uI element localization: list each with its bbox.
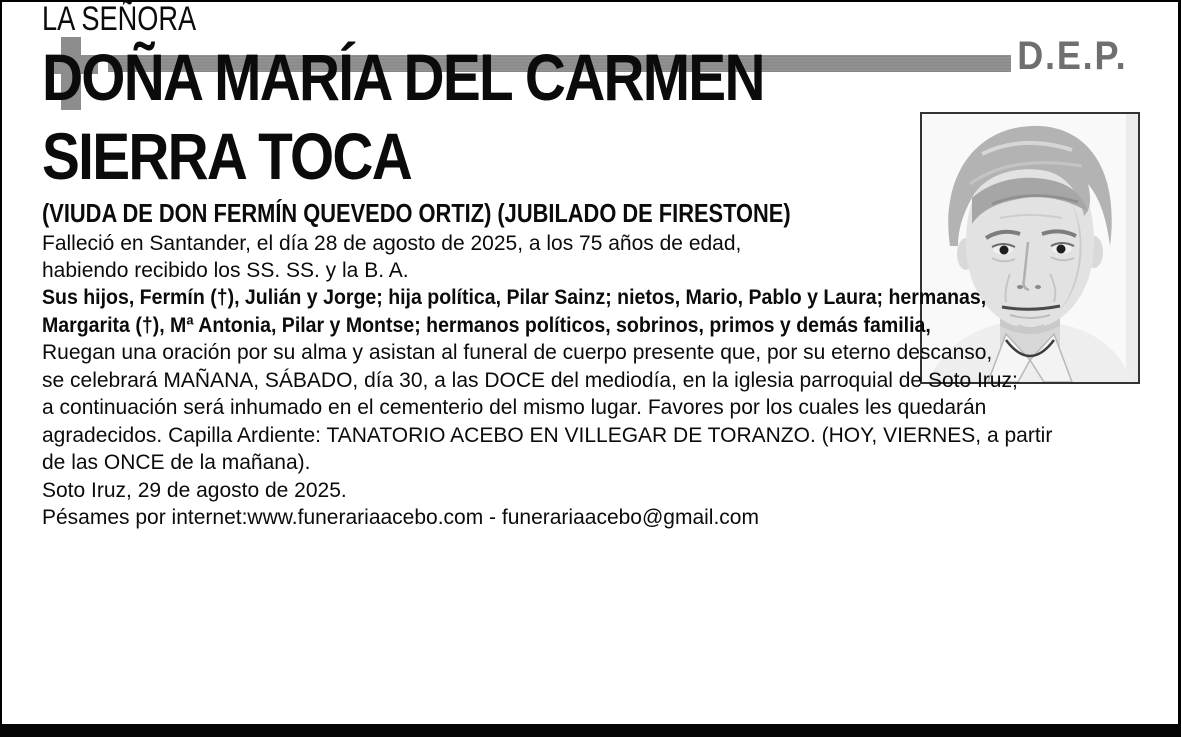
- funeral-line2: se celebrará MAÑANA, SÁBADO, día 30, a las DOCE del mediodía, en la iglesia parroquial de Soto Iruz;: [42, 368, 1018, 392]
- funeral-line5: de las ONCE de la mañana).: [42, 451, 311, 474]
- left-border: [0, 0, 2, 737]
- honorific: LA SEÑORA: [42, 0, 197, 38]
- condolences-line: Pésames por internet:www.funerariaacebo.com - funerariaacebo@gmail.com: [42, 505, 759, 529]
- death-info-line1: Falleció en Santander, el día 28 de agosto de 2025, a los 75 años de edad,: [42, 232, 742, 255]
- death-info: [42, 230, 1140, 284]
- funeral-announcement: [42, 339, 1140, 477]
- funeral-line4: agradecidos. Capilla Ardiente: TANATORIO ACEBO EN VILLEGAR DE TORANZO. (HOY, VIERNES, a partir: [42, 423, 1053, 447]
- death-info-line2: habiendo recibido los SS. SS. y la B. A.: [42, 259, 409, 282]
- funeral-line3: a continuación será inhumado en el cementerio del mismo lugar. Favores por los cuales les quedarán: [42, 396, 987, 419]
- place-date-line: Soto Iruz, 29 de agosto de 2025.: [42, 478, 347, 502]
- deceased-name: [42, 38, 986, 196]
- deceased-name-line2: SIERRA TOCA: [42, 119, 411, 193]
- family-list-line2: Margarita (†), Mª Antonia, Pilar y Montse; hermanos políticos, sobrinos, primos y demás familia,: [42, 313, 931, 337]
- notice-body: [42, 0, 1140, 531]
- funeral-line1: Ruegan una oración por su alma y asistan al funeral de cuerpo presente que, por su eterno descanso,: [42, 341, 993, 364]
- relation-line: (VIUDA DE DON FERMÍN QUEVEDO ORTIZ) (JUBILADO DE FIRESTONE): [42, 198, 791, 228]
- bottom-rule: [0, 724, 1181, 737]
- dep-label: D.E.P.: [1016, 34, 1127, 78]
- family-list: [42, 284, 1063, 339]
- deceased-name-line1: DOÑA MARÍA DEL CARMEN: [42, 40, 764, 114]
- family-list-line1: Sus hijos, Fermín (†), Julián y Jorge; hija política, Pilar Sainz; nietos, Mario, Pablo y Laura; hermanas,: [42, 286, 987, 309]
